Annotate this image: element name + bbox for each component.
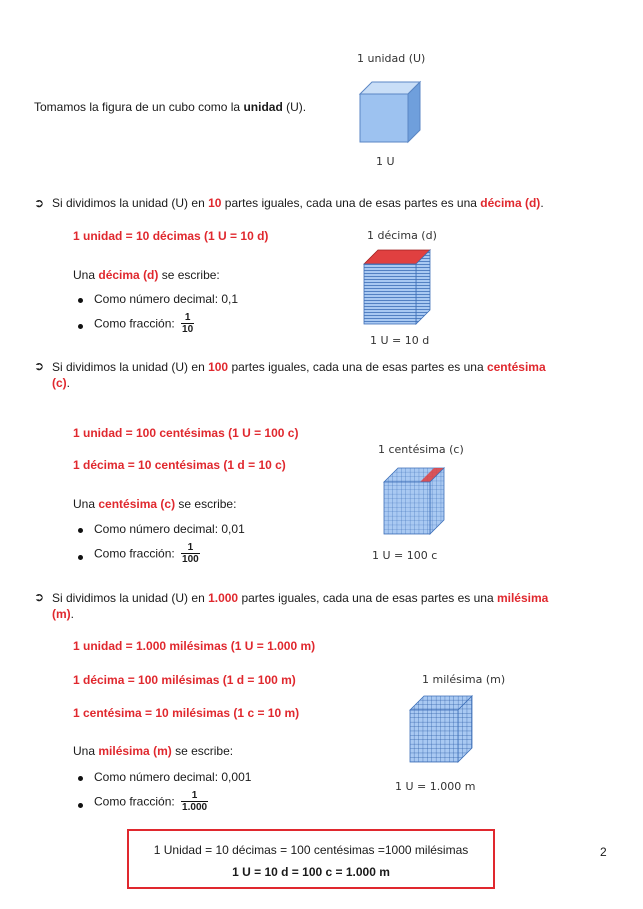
milesima-cube-label: 1 U = 1.000 m bbox=[395, 780, 476, 793]
milesima-equivalence-1: 1 unidad = 1.000 milésimas (1 U = 1.000 m) bbox=[73, 639, 316, 653]
fraction: $\frac{1}{100}$ bbox=[182, 542, 199, 565]
milesima-equivalence-3: 1 centésima = 10 milésimas (1 c = 10 m) bbox=[73, 706, 300, 720]
unit-cube-caption: 1 unidad (U) bbox=[357, 52, 426, 65]
centesima-cube-label: 1 U = 100 c bbox=[372, 549, 438, 562]
milesima-cube-image bbox=[410, 696, 472, 762]
fraction: $\frac{1}{1.000}$ bbox=[182, 790, 208, 813]
unit-cube-image bbox=[360, 82, 420, 144]
centesima-cube-caption: 1 centésima (c) bbox=[378, 443, 464, 456]
decima-cube-image bbox=[364, 250, 430, 326]
summary-line-2: 1 U = 10 d = 100 c = 1.000 m bbox=[232, 865, 390, 879]
arrow-bullet-icon: ➲ bbox=[34, 359, 45, 373]
centesima-write-text: Una centésima (c) se escribe: bbox=[73, 497, 237, 511]
bullet-dot bbox=[78, 324, 83, 329]
decima-equivalence: 1 unidad = 10 décimas (1 U = 10 d) bbox=[73, 229, 269, 243]
decima-fraction-item: Como fracción: $\frac{1}{10}$ bbox=[94, 312, 194, 335]
unit-cube-label: 1 U bbox=[376, 155, 395, 168]
milesima-decimal-item: Como número decimal: 0,001 bbox=[94, 770, 252, 784]
centesima-equivalence-2: 1 décima = 10 centésimas (1 d = 10 c) bbox=[73, 458, 286, 472]
arrow-bullet-icon: ➲ bbox=[34, 196, 45, 210]
summary-box bbox=[127, 829, 495, 889]
bullet-dot bbox=[78, 298, 83, 303]
centesima-bullet-text: Si dividimos la unidad (U) en 100 partes iguales, cada una de esas partes es una centésima (c). bbox=[52, 360, 546, 390]
milesima-bullet-text: Si dividimos la unidad (U) en 1.000 partes iguales, cada una de esas partes es una milésima (m). bbox=[52, 591, 549, 621]
fraction: $\frac{1}{10}$ bbox=[182, 312, 194, 335]
decima-bullet-text: Si dividimos la unidad (U) en 10 partes iguales, cada una de esas partes es una décima (d). bbox=[52, 196, 544, 210]
bullet-dot bbox=[78, 528, 83, 533]
decima-write-text: Una décima (d) se escribe: bbox=[73, 268, 220, 282]
centesima-fraction-item: Como fracción: $\frac{1}{100}$ bbox=[94, 542, 199, 565]
milesima-fraction-item: Como fracción: $\frac{1}{1.000}$ bbox=[94, 790, 208, 813]
arrow-bullet-icon: ➲ bbox=[34, 590, 45, 604]
centesima-equivalence-1: 1 unidad = 100 centésimas (1 U = 100 c) bbox=[73, 426, 299, 440]
bullet-dot bbox=[78, 803, 83, 808]
decima-decimal-item: Como número decimal: 0,1 bbox=[94, 292, 239, 306]
bullet-dot bbox=[78, 555, 83, 560]
decima-cube-label: 1 U = 10 d bbox=[370, 334, 430, 347]
summary-line-1: 1 Unidad = 10 décimas = 100 centésimas =1000 milésimas bbox=[153, 843, 469, 857]
milesima-write-text: Una milésima (m) se escribe: bbox=[73, 744, 234, 758]
intro-text: Tomamos la figura de un cubo como la unidad (U). bbox=[34, 100, 307, 114]
centesima-decimal-item: Como número decimal: 0,01 bbox=[94, 522, 245, 536]
milesima-cube-caption: 1 milésima (m) bbox=[422, 673, 506, 686]
milesima-equivalence-2: 1 décima = 100 milésimas (1 d = 100 m) bbox=[73, 673, 296, 687]
bullet-dot bbox=[78, 776, 83, 781]
decima-cube-caption: 1 décima (d) bbox=[367, 229, 437, 242]
page-number: 2 bbox=[600, 845, 607, 859]
centesima-cube-image bbox=[384, 468, 444, 534]
